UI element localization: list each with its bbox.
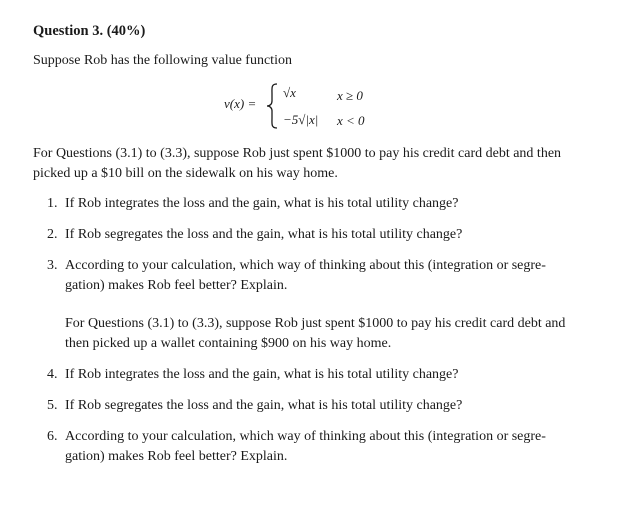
question-text: If Rob segregates the loss and the gain, what is his total utility change? [65, 227, 463, 242]
list-item [47, 365, 587, 385]
paragraph-first-scenario: For Questions (3.1) to (3.3), suppose Rob just spent $1000 to pay his credit card debt and then picked up a $10 bill on the sidewalk on his way home. [33, 146, 562, 181]
question-number: 1. [47, 196, 58, 211]
case2-value: −5√|x| [283, 112, 319, 127]
case1-value: √x [283, 85, 296, 100]
list-item [47, 225, 587, 245]
intro-text: Suppose Rob has the following value function [33, 53, 292, 68]
question-text: According to your calculation, which way of thinking about this (integration or segre- gation) makes Rob feel better? Explain. [65, 429, 546, 464]
case1-condition: x ≥ 0 [337, 88, 363, 103]
question-number: 2. [47, 227, 58, 242]
list-item [47, 396, 587, 416]
question-number: 4. [47, 367, 58, 382]
question-text: If Rob integrates the loss and the gain, what is his total utility change? [65, 196, 459, 211]
paragraph-second-scenario: For Questions (3.1) to (3.3), suppose Rob just spent $1000 to pay his credit card debt and then picked up a wallet containing $900 on his way home. [65, 316, 566, 351]
equation-lhs: v(x) = [224, 96, 257, 111]
question-title: Question 3. (40%) [33, 23, 146, 39]
question-text: If Rob segregates the loss and the gain, what is his total utility change? [65, 398, 463, 413]
question-text: According to your calculation, which way of thinking about this (integration or segre- gation) makes Rob feel better? Explain. [65, 258, 546, 293]
list-item [47, 194, 587, 214]
case2-condition: x < 0 [337, 113, 365, 128]
question-number: 3. [47, 258, 58, 273]
left-brace-icon [266, 82, 280, 130]
question-number: 5. [47, 398, 58, 413]
list-item [47, 256, 587, 296]
list-item [47, 427, 587, 467]
question-text: If Rob integrates the loss and the gain, what is his total utility change? [65, 367, 459, 382]
question-number: 6. [47, 429, 58, 444]
